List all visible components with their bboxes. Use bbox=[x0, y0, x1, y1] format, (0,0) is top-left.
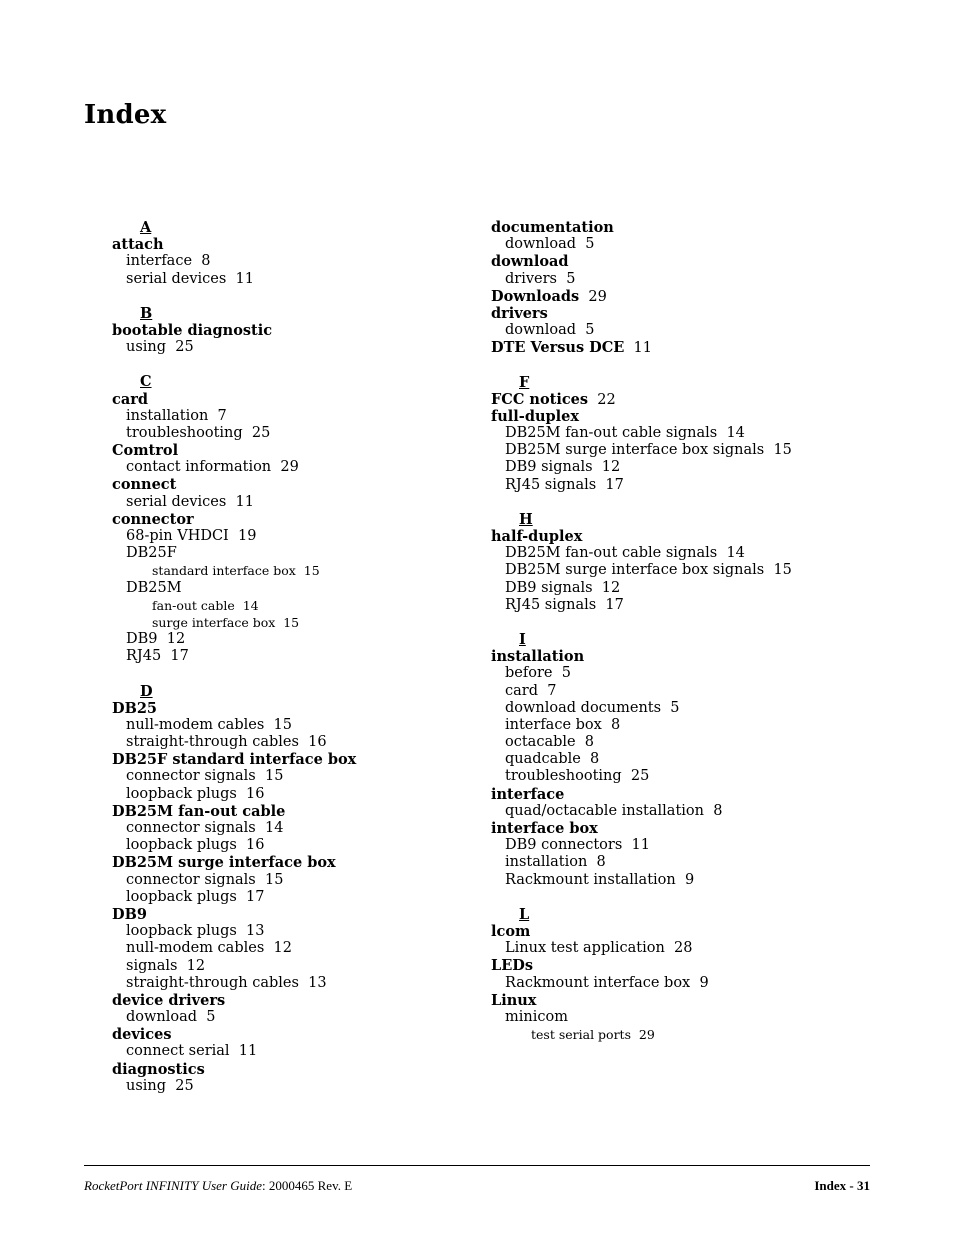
index-subentry: before 5 bbox=[505, 665, 571, 682]
index-subentry: installation 7 bbox=[126, 407, 227, 424]
index-term: DB9 bbox=[112, 905, 147, 923]
index-term: device drivers bbox=[112, 991, 226, 1009]
index-subentry: DB25F bbox=[126, 545, 177, 562]
section-spacer bbox=[491, 889, 871, 906]
index-term: DB25M surge interface box bbox=[112, 854, 336, 872]
section-spacer bbox=[112, 288, 492, 305]
index-subentry: DB25M bbox=[126, 579, 182, 596]
index-term: DB25M fan-out cable bbox=[112, 802, 286, 820]
index-term: Linux bbox=[491, 991, 537, 1009]
index-subentry: troubleshooting 25 bbox=[126, 424, 271, 441]
index-subsubentry: standard interface box 15 bbox=[152, 563, 320, 579]
footer-doc-separator: : bbox=[262, 1178, 269, 1193]
index-subentry: DB25M surge interface box signals 15 bbox=[505, 442, 792, 459]
footer-page-number: Index - 31 bbox=[814, 1178, 870, 1193]
index-letter-heading: L bbox=[519, 905, 530, 923]
index-term: full-duplex bbox=[491, 407, 580, 425]
index-subentry: card 7 bbox=[505, 682, 557, 699]
index-subentry: DB25M fan-out cable signals 14 bbox=[505, 425, 745, 442]
footer-divider bbox=[84, 1165, 870, 1166]
index-subentry: DB9 connectors 11 bbox=[505, 837, 650, 854]
index-term-label: DTE Versus DCE bbox=[491, 339, 625, 357]
section-spacer bbox=[491, 614, 871, 631]
index-page-number: 22 bbox=[588, 391, 616, 408]
index-subentry: DB25M fan-out cable signals 14 bbox=[505, 545, 745, 562]
index-term: documentation bbox=[491, 219, 614, 236]
index-subentry: download 5 bbox=[126, 1009, 216, 1026]
index-subentry: null-modem cables 15 bbox=[126, 716, 292, 733]
index-term: Comtrol bbox=[112, 442, 179, 460]
index-subentry: interface 8 bbox=[126, 253, 211, 270]
index-letter-heading: B bbox=[140, 304, 153, 322]
index-term: connector bbox=[112, 510, 194, 528]
index-term: LEDs bbox=[491, 957, 533, 975]
index-subentry: DB25M surge interface box signals 15 bbox=[505, 562, 792, 579]
index-subentry: serial devices 11 bbox=[126, 270, 254, 287]
footer-document-info bbox=[84, 1178, 352, 1194]
index-subentry: quad/octacable installation 8 bbox=[505, 802, 723, 819]
index-subentry: octacable 8 bbox=[505, 734, 595, 751]
page-title: Index bbox=[84, 100, 167, 130]
section-spacer bbox=[112, 356, 492, 373]
index-term: lcom bbox=[491, 922, 531, 940]
index-subsubentry: test serial ports 29 bbox=[531, 1027, 655, 1043]
section-spacer bbox=[491, 357, 871, 374]
index-term-label: FCC notices bbox=[491, 390, 589, 408]
index-letter-heading: C bbox=[140, 373, 152, 391]
index-subentry: interface box 8 bbox=[505, 716, 621, 733]
index-term bbox=[491, 288, 871, 305]
index-subentry: straight-through cables 16 bbox=[126, 734, 327, 751]
index-term: DB25 bbox=[112, 699, 158, 717]
index-term: download bbox=[491, 253, 569, 271]
index-subentry: RJ45 signals 17 bbox=[505, 476, 624, 493]
index-subentry: contact information 29 bbox=[126, 459, 299, 476]
index-subentry: RJ45 17 bbox=[126, 648, 189, 665]
index-term: half-duplex bbox=[491, 528, 583, 545]
index-term: bootable diagnostic bbox=[112, 321, 273, 339]
index-subentry: DB9 signals 12 bbox=[505, 579, 621, 596]
index-term bbox=[491, 391, 871, 408]
index-term: installation bbox=[491, 648, 585, 666]
index-subentry: loopback plugs 17 bbox=[126, 888, 265, 905]
index-subentry: connect serial 11 bbox=[126, 1043, 258, 1060]
index-subentry: connector signals 14 bbox=[126, 820, 284, 836]
index-term: diagnostics bbox=[112, 1060, 205, 1078]
index-subentry: installation 8 bbox=[505, 854, 606, 871]
index-term: interface bbox=[491, 785, 565, 803]
index-term: drivers bbox=[491, 304, 548, 322]
index-page-number: 29 bbox=[579, 288, 607, 305]
index-subentry: 68-pin VHDCI 19 bbox=[126, 528, 257, 544]
index-subentry: null-modem cables 12 bbox=[126, 940, 292, 957]
index-subentry: straight-through cables 13 bbox=[126, 974, 327, 991]
index-subentry: signals 12 bbox=[126, 957, 206, 974]
index-subentry: drivers 5 bbox=[505, 270, 576, 287]
index-letter-heading: D bbox=[140, 682, 153, 700]
index-letter-heading: I bbox=[519, 630, 526, 648]
index-subsubentry: fan-out cable 14 bbox=[152, 597, 259, 613]
index-letter-heading: H bbox=[519, 510, 533, 528]
index-subentry: connector signals 15 bbox=[126, 871, 284, 888]
index-subentry: DB9 signals 12 bbox=[505, 459, 621, 476]
index-subentry: Rackmount interface box 9 bbox=[505, 974, 709, 991]
index-subentry: using 25 bbox=[126, 339, 194, 356]
index-subentry: minicom bbox=[505, 1008, 568, 1025]
index-subentry: connector signals 15 bbox=[126, 768, 284, 785]
index-term: DB25F standard interface box bbox=[112, 751, 357, 769]
index-subentry: loopback plugs 16 bbox=[126, 785, 265, 802]
section-spacer bbox=[112, 666, 492, 683]
index-page-number: 11 bbox=[624, 340, 653, 357]
index-letter-heading: F bbox=[519, 373, 530, 391]
index-subentry: DB9 12 bbox=[126, 631, 186, 648]
footer-doc-number: 2000465 Rev. E bbox=[268, 1178, 353, 1193]
index-subentry: download 5 bbox=[505, 322, 595, 339]
index-letter-heading: A bbox=[140, 219, 152, 236]
index-column-right bbox=[491, 219, 871, 1043]
index-subsubentry: surge interface box 15 bbox=[152, 614, 300, 630]
index-subentry: RJ45 signals 17 bbox=[505, 596, 624, 613]
index-subentry: using 25 bbox=[126, 1077, 194, 1094]
index-term: connect bbox=[112, 476, 177, 494]
footer-doc-title: RocketPort INFINITY User Guide bbox=[84, 1178, 263, 1193]
index-term bbox=[491, 339, 871, 356]
index-subentry: Rackmount installation 9 bbox=[505, 871, 695, 888]
index-subentry: download 5 bbox=[505, 236, 595, 253]
index-column-left bbox=[112, 219, 492, 1095]
index-subentry: troubleshooting 25 bbox=[505, 768, 650, 785]
index-subentry: download documents 5 bbox=[505, 699, 680, 716]
index-term: interface box bbox=[491, 820, 598, 837]
index-subentry: Linux test application 28 bbox=[505, 940, 693, 957]
index-term-label: Downloads bbox=[491, 287, 580, 305]
index-subentry: loopback plugs 13 bbox=[126, 923, 265, 940]
section-spacer bbox=[491, 494, 871, 511]
index-term: attach bbox=[112, 236, 164, 254]
index-subentry: serial devices 11 bbox=[126, 493, 254, 510]
index-subentry: loopback plugs 16 bbox=[126, 837, 265, 854]
index-term: card bbox=[112, 390, 149, 408]
index-term: devices bbox=[112, 1026, 172, 1044]
index-subentry: quadcable 8 bbox=[505, 751, 600, 768]
